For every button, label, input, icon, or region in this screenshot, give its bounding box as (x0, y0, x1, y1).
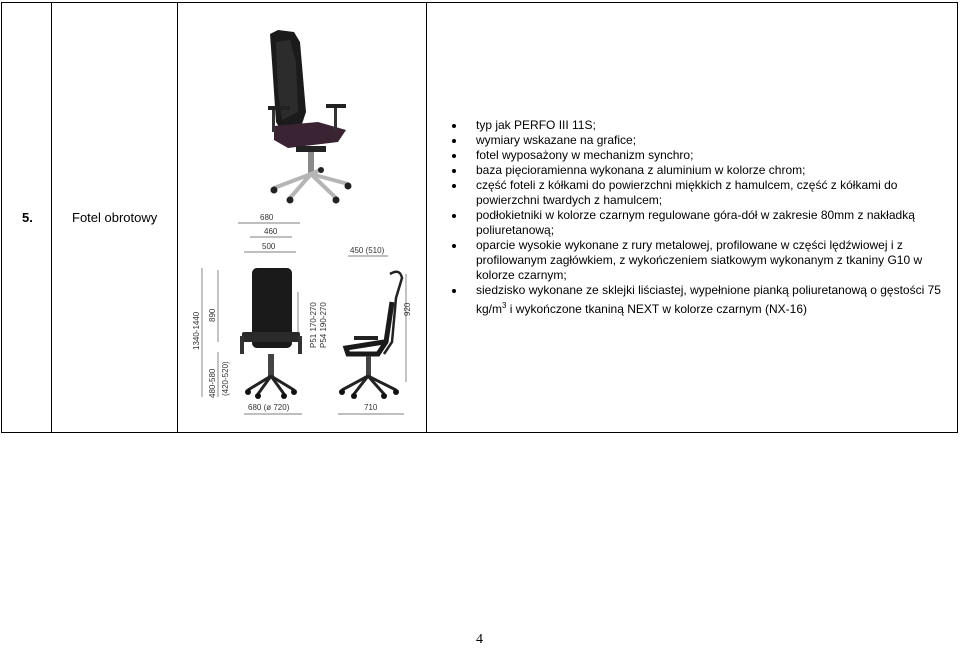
dim-500: 500 (262, 242, 276, 251)
dim-seat-height: 480-580 (208, 368, 217, 398)
spec-item: część foteli z kółkami do powierzchni miękkich z hamulcem, część z kółkami do powierzchni twardych z hamulcem; (448, 178, 948, 208)
specification-list (448, 118, 948, 317)
dim-680: 680 (260, 213, 274, 222)
column-divider (426, 3, 427, 432)
chair-illustration (178, 2, 426, 432)
chair-photo (268, 30, 352, 204)
chair-front-view (240, 268, 302, 399)
spec-item: typ jak PERFO III 11S; (448, 118, 948, 133)
dim-base-width: 680 (ø 720) (248, 403, 290, 412)
chair-side-view (339, 272, 402, 399)
spec-text: i wykończone tkaniną NEXT w kolorze czarnym (NX-16) (506, 302, 808, 316)
page-number: 4 (476, 632, 483, 647)
spec-item (448, 283, 948, 317)
spec-item: fotel wyposażony w mechanizm synchro; (448, 148, 948, 163)
dim-460: 460 (264, 227, 278, 236)
column-divider (51, 3, 52, 432)
row-number: 5. (22, 210, 33, 225)
product-name: Fotel obrotowy (72, 210, 158, 225)
spec-item: podłokietniki w kolorze czarnym regulowane góra-dół w zakresie 80mm z nakładką poliuretanową; (448, 208, 948, 238)
dim-920: 920 (403, 302, 412, 316)
dim-p51: P51 170-270 (309, 302, 318, 348)
dim-height-total: 1340-1440 (192, 311, 201, 350)
spec-item: oparcie wysokie wykonane z rury metalowej, profilowane w części lędźwiowej i z profilowanym zagłówkiem, z wykończeniem siatkowym wykonanym z tkaniny G10 w kolorze czarnym; (448, 238, 948, 283)
dim-890: 890 (208, 308, 217, 322)
spec-text: siedzisko wykonane ze sklejki liściastej, wypełnione pianką poliuretanową o gęstości 75 kg/m (476, 283, 941, 316)
dim-p54: P54 190-270 (319, 302, 328, 348)
dim-710: 710 (364, 403, 378, 412)
dim-450: 450 (510) (350, 246, 385, 255)
spec-item: baza pięcioramienna wykonana z aluminium w kolorze chrom; (448, 163, 948, 178)
dim-seat-height-alt: (420-520) (221, 361, 230, 396)
spec-item: wymiary wskazane na grafice; (448, 133, 948, 148)
superscript: 3 (502, 301, 507, 310)
